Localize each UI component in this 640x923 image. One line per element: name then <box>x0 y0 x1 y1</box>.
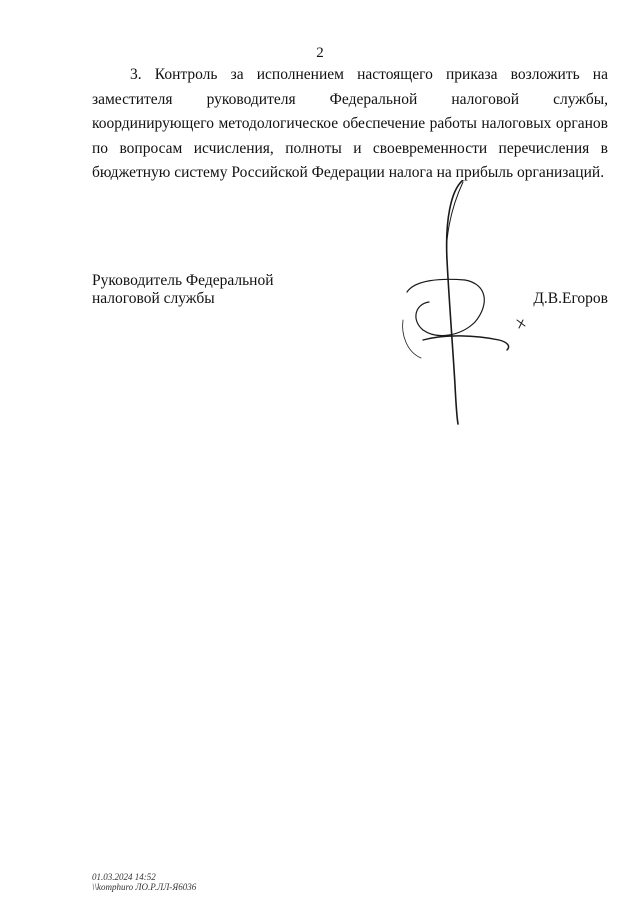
paragraph-3: 3. Контроль за исполнением настоящего приказа возложить на заместителя руководителя Федеральной налоговой службы, координирующего методологическое обеспечение работы налоговых органов по вопросам исчисления, полноты и своевременности перечисления в бюджетную систему Российской Федерации налога на прибыль организаций. <box>92 66 608 181</box>
signatory-title <box>92 272 274 308</box>
page-number: 2 <box>316 45 324 61</box>
footer-timestamp: 01.03.2024 14:52 <box>92 872 156 882</box>
signatory-title-line2: налоговой службы <box>92 290 215 307</box>
signatory-title-line1: Руководитель Федеральной <box>92 272 274 289</box>
handwritten-signature <box>395 180 535 430</box>
footer-stamp <box>92 872 196 892</box>
signatory-name: Д.В.Егоров <box>533 290 608 307</box>
footer-file-ref: \\komphuro ЛО.Р.ЛЛ-Я6036 <box>92 882 197 892</box>
